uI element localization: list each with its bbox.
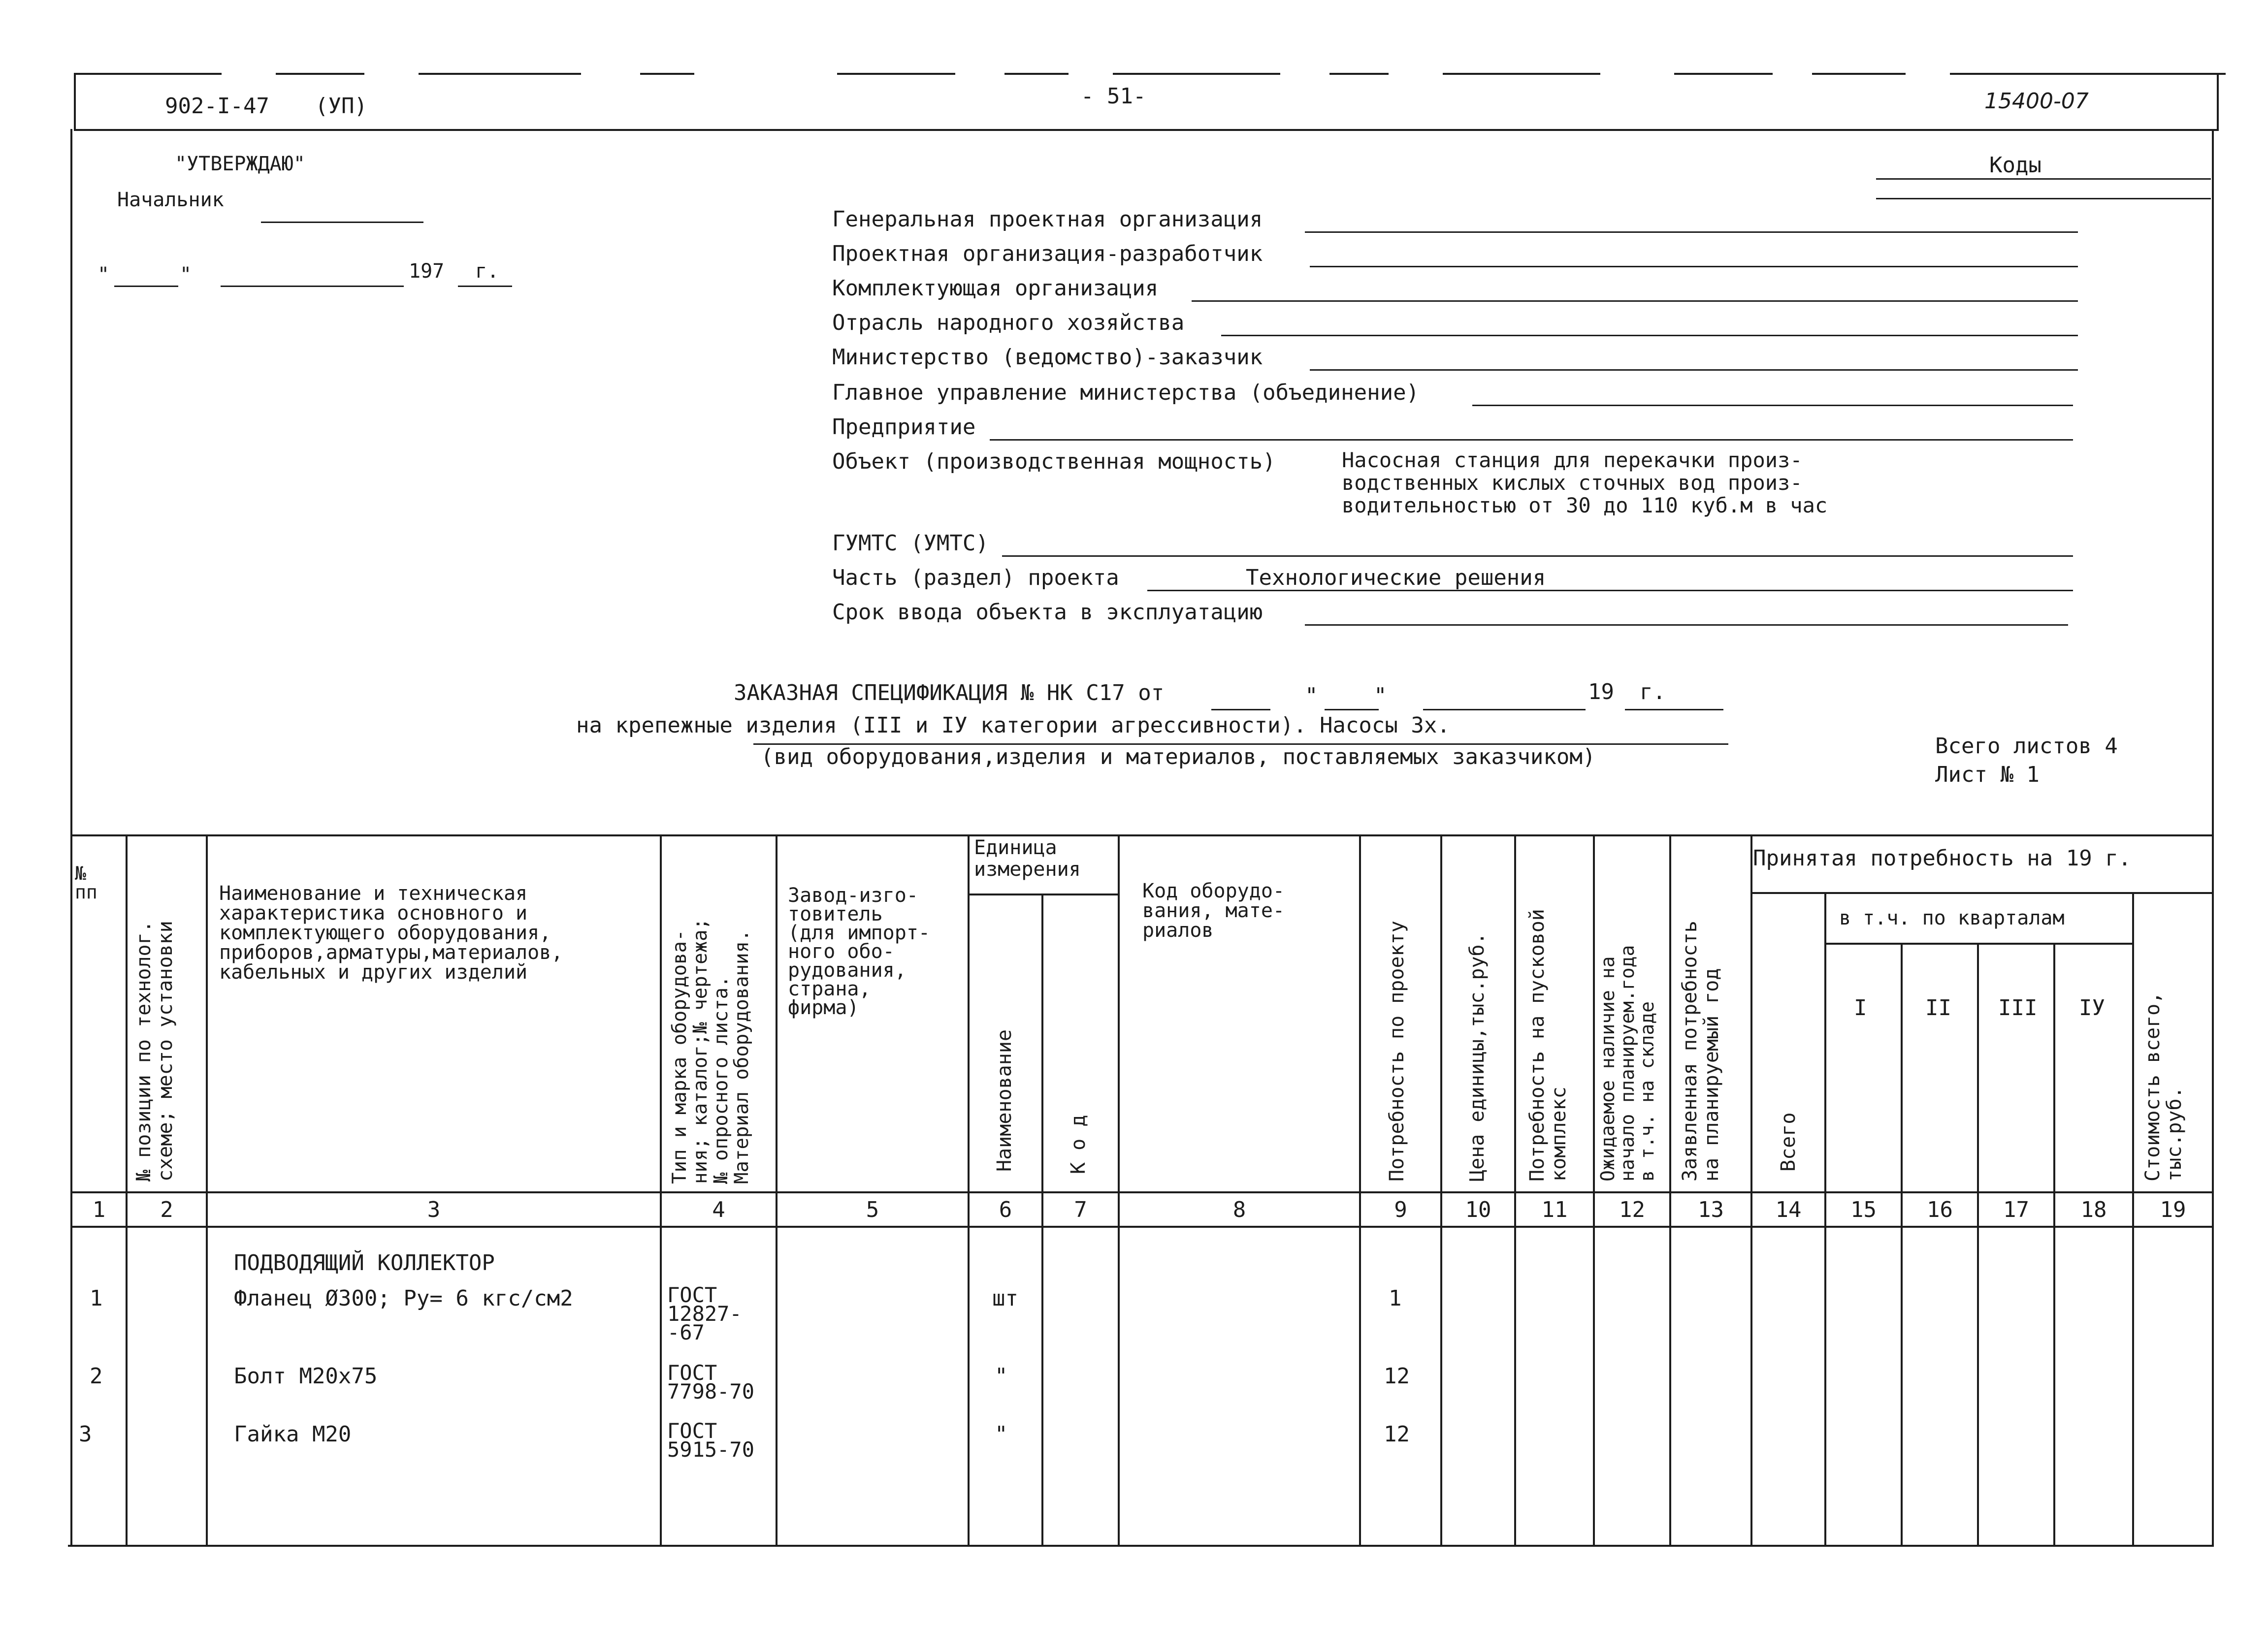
codes-top-line (1876, 178, 2211, 180)
header-col-9: Потребность по проекту (1386, 921, 1408, 1181)
col-divider (1118, 834, 1120, 1546)
header-q2: II (1925, 995, 1951, 1021)
col-number: 14 (1775, 1197, 1802, 1222)
col-divider (1669, 834, 1671, 1546)
project-number: 15400-07 (1984, 89, 2089, 114)
gumts-label: ГУМТС (УМТС) (832, 531, 989, 556)
col-divider (660, 834, 662, 1546)
col-divider (1359, 834, 1361, 1546)
top-dash (1329, 73, 1389, 75)
gumts-line (1002, 555, 2073, 557)
header-col-2: № позиции по технолог. схеме; место установки (132, 921, 177, 1181)
col-divider (1440, 834, 1442, 1546)
spec-year: 19 (1588, 679, 1614, 704)
header-col-19: Стоимость всего, тыс.руб. (2141, 991, 2186, 1181)
org-field-label: Министерство (ведомство)-заказчик (832, 345, 1263, 370)
col-divider (206, 834, 208, 1546)
header-q1: I (1854, 995, 1867, 1021)
org-field-line (1192, 300, 2078, 302)
section-title: ПОДВОДЯЩИЙ КОЛЛЕКТОР (234, 1250, 495, 1276)
header-q4: IУ (2079, 995, 2105, 1021)
row-number: 3 (79, 1422, 92, 1447)
header-col-14: Всего (1777, 1112, 1800, 1172)
project-part-line (1147, 590, 2073, 591)
date-quote-close: " (180, 263, 192, 286)
top-dash (1950, 73, 2226, 75)
col-number: 18 (2080, 1197, 2107, 1222)
row-number: 2 (90, 1364, 103, 1389)
top-dash (74, 73, 222, 75)
top-dash (1812, 73, 1906, 75)
header-bottom-rule (70, 1191, 2214, 1193)
top-dash (1113, 73, 1280, 75)
spec-date-quote-close: " (1374, 683, 1387, 708)
top-dash (640, 73, 694, 75)
chief-label: Начальник (117, 189, 224, 211)
org-field-label: Проектная организация-разработчик (832, 241, 1263, 266)
codes-line (1876, 198, 2211, 199)
org-field-label: Предприятие (832, 415, 976, 440)
row-type: ГОСТ 12827- -67 (667, 1283, 742, 1344)
col-number: 2 (160, 1197, 173, 1222)
spec-date-line (1211, 709, 1270, 710)
col-number: 13 (1698, 1197, 1724, 1222)
org-field-label: Комплектующая организация (832, 276, 1159, 301)
spec-day-line (1325, 709, 1379, 710)
row-type: ГОСТ 7798-70 (667, 1361, 755, 1404)
header-col-4: Тип и марка оборудова- ния; каталог;№ чертежа; № опросного листа. Материал оборудования. (669, 918, 753, 1184)
codes-label: Коды (1989, 153, 2041, 178)
spec-title: ЗАКАЗНАЯ СПЕЦИФИКАЦИЯ № НК С17 от (734, 680, 1165, 705)
header-col-10: Цена единицы,тыс.руб. (1466, 932, 1489, 1181)
header-col-6: Наименование (993, 1029, 1016, 1172)
date-quote-open: " (97, 263, 110, 286)
row-name: Гайка М20 (234, 1422, 352, 1447)
date-day-line (114, 286, 178, 287)
doc-code: 902-I-47 (165, 94, 269, 119)
row-type: ГОСТ 5915-70 (667, 1419, 755, 1462)
project-part-value: Технологические решения (1246, 565, 1546, 590)
header-col-7: К о д (1067, 1115, 1090, 1174)
row-name: Фланец Ø300; Ру= 6 кгс/см2 (234, 1286, 573, 1311)
top-dash (1674, 73, 1773, 75)
col-divider (1514, 834, 1516, 1546)
header-col-3: Наименование и техническая характеристика основного и комплектующего оборудования, приборов,арматуры,материалов, кабельных и других изделий (219, 882, 563, 984)
col-number: 7 (1074, 1197, 1087, 1222)
header-col-8: Код оборудо- вания, мате- риалов (1142, 880, 1285, 942)
col-divider (968, 834, 970, 1546)
spec-year-line (1625, 709, 1723, 710)
date-year-line (458, 286, 512, 287)
col-number: 15 (1850, 1197, 1877, 1222)
row-name: Болт М20х75 (234, 1364, 378, 1389)
col-divider (1977, 943, 1979, 1546)
header-col-1: № пп (75, 862, 97, 903)
frame-right (2212, 129, 2214, 1547)
object-value: Насосная станция для перекачки произ- водственных кислых сточных вод произ- водительностью от 30 до 110 куб.м в час (1342, 448, 1828, 517)
approve-label: "УТВЕРЖДАЮ" (175, 153, 305, 175)
frame-right-top (2217, 74, 2219, 130)
col-number: 1 (92, 1197, 106, 1222)
commissioning-label: Срок ввода объекта в эксплуатацию (832, 600, 1263, 625)
header-quarters: в т.ч. по кварталам (1839, 907, 2065, 929)
row-qty: 12 (1384, 1422, 1410, 1447)
org-field-label: Генеральная проектная организация (832, 207, 1263, 232)
header-q3: III (1998, 995, 2038, 1021)
org-field-line (1221, 335, 2078, 336)
col-number: 6 (999, 1197, 1012, 1222)
org-field-line (1310, 369, 2078, 371)
org-field-label: Отрасль народного хозяйства (832, 310, 1185, 335)
header-unit-group: Единица измерения (974, 836, 1081, 881)
commissioning-line (1305, 624, 2068, 626)
col-number: 17 (2003, 1197, 2029, 1222)
spec-month-line (1423, 709, 1586, 710)
spec-year-suffix: г. (1640, 679, 1666, 704)
col-number: 10 (1465, 1197, 1491, 1222)
accepted-rule (1750, 892, 2213, 894)
top-dash (1004, 73, 1069, 75)
row-number: 1 (90, 1286, 103, 1311)
header-accepted: Принятая потребность на 19 г. (1753, 846, 2132, 871)
col-divider (1750, 834, 1752, 1546)
row-qty: 12 (1384, 1364, 1410, 1389)
col-divider (2053, 943, 2055, 1546)
chief-signature-line (261, 222, 423, 223)
row-unit: шт (992, 1286, 1018, 1311)
col-number: 9 (1394, 1197, 1407, 1222)
sheet-number: Лист № 1 (1935, 762, 2040, 787)
col-divider (1593, 834, 1595, 1546)
spec-subtitle: на крепежные изделия (III и IУ категории агрессивности). Насосы 3х. (576, 713, 1450, 738)
total-sheets: Всего листов 4 (1935, 734, 2118, 759)
object-label: Объект (производственная мощность) (832, 449, 1276, 474)
col-number: 19 (2160, 1197, 2186, 1222)
col-number: 5 (866, 1197, 879, 1222)
org-field-line (1310, 266, 2078, 267)
frame-left (70, 129, 72, 1547)
approval-year: 197 (409, 260, 445, 283)
col-divider (126, 834, 128, 1546)
project-part-label: Часть (раздел) проекта (832, 565, 1119, 590)
org-field-line (1305, 231, 2078, 233)
top-dash (419, 73, 581, 75)
row-qty: 1 (1389, 1286, 1402, 1311)
col-divider (776, 834, 778, 1546)
table-top-rule (70, 834, 2214, 836)
approval-year-suffix: г. (475, 260, 499, 283)
top-dash (837, 73, 955, 75)
frame-left-top (74, 74, 76, 130)
spec-note: (вид оборудования,изделия и материалов, поставляемых заказчиком) (761, 744, 1596, 769)
col-divider (1901, 943, 1903, 1546)
top-dash (1443, 73, 1600, 75)
header-col-11: Потребность на пусковой комплекс (1526, 909, 1570, 1181)
col-number: 16 (1927, 1197, 1953, 1222)
col-number: 8 (1232, 1197, 1246, 1222)
col-number: 12 (1619, 1197, 1645, 1222)
col-number: 3 (427, 1197, 441, 1222)
org-field-line (1472, 405, 2073, 406)
org-field-line (990, 439, 2073, 441)
header-col-13: Заявленная потребность на планируемый год (1679, 921, 1723, 1181)
date-month-line (221, 286, 404, 287)
row-unit: " (995, 1364, 1008, 1389)
header-col-5: Завод-изго- товитель (для импорт- ного обо- рудования, страна, фирма) (788, 884, 930, 1019)
top-dash (276, 73, 364, 75)
header-col-12: Ожидаемое наличие на начало планируем.года в т.ч. на складе (1597, 945, 1658, 1181)
doc-suffix: (УП) (315, 94, 367, 119)
page-number: - 51- (1081, 84, 1146, 109)
org-field-label: Главное управление министерства (объединение) (832, 380, 1420, 405)
header-rule (74, 129, 2219, 131)
col-number: 4 (712, 1197, 725, 1222)
col-number: 11 (1541, 1197, 1568, 1222)
frame-bottom (68, 1545, 2214, 1547)
colnum-bottom-rule (70, 1226, 2214, 1228)
row-unit: " (995, 1422, 1008, 1447)
spec-date-quote-open: " (1305, 683, 1318, 708)
